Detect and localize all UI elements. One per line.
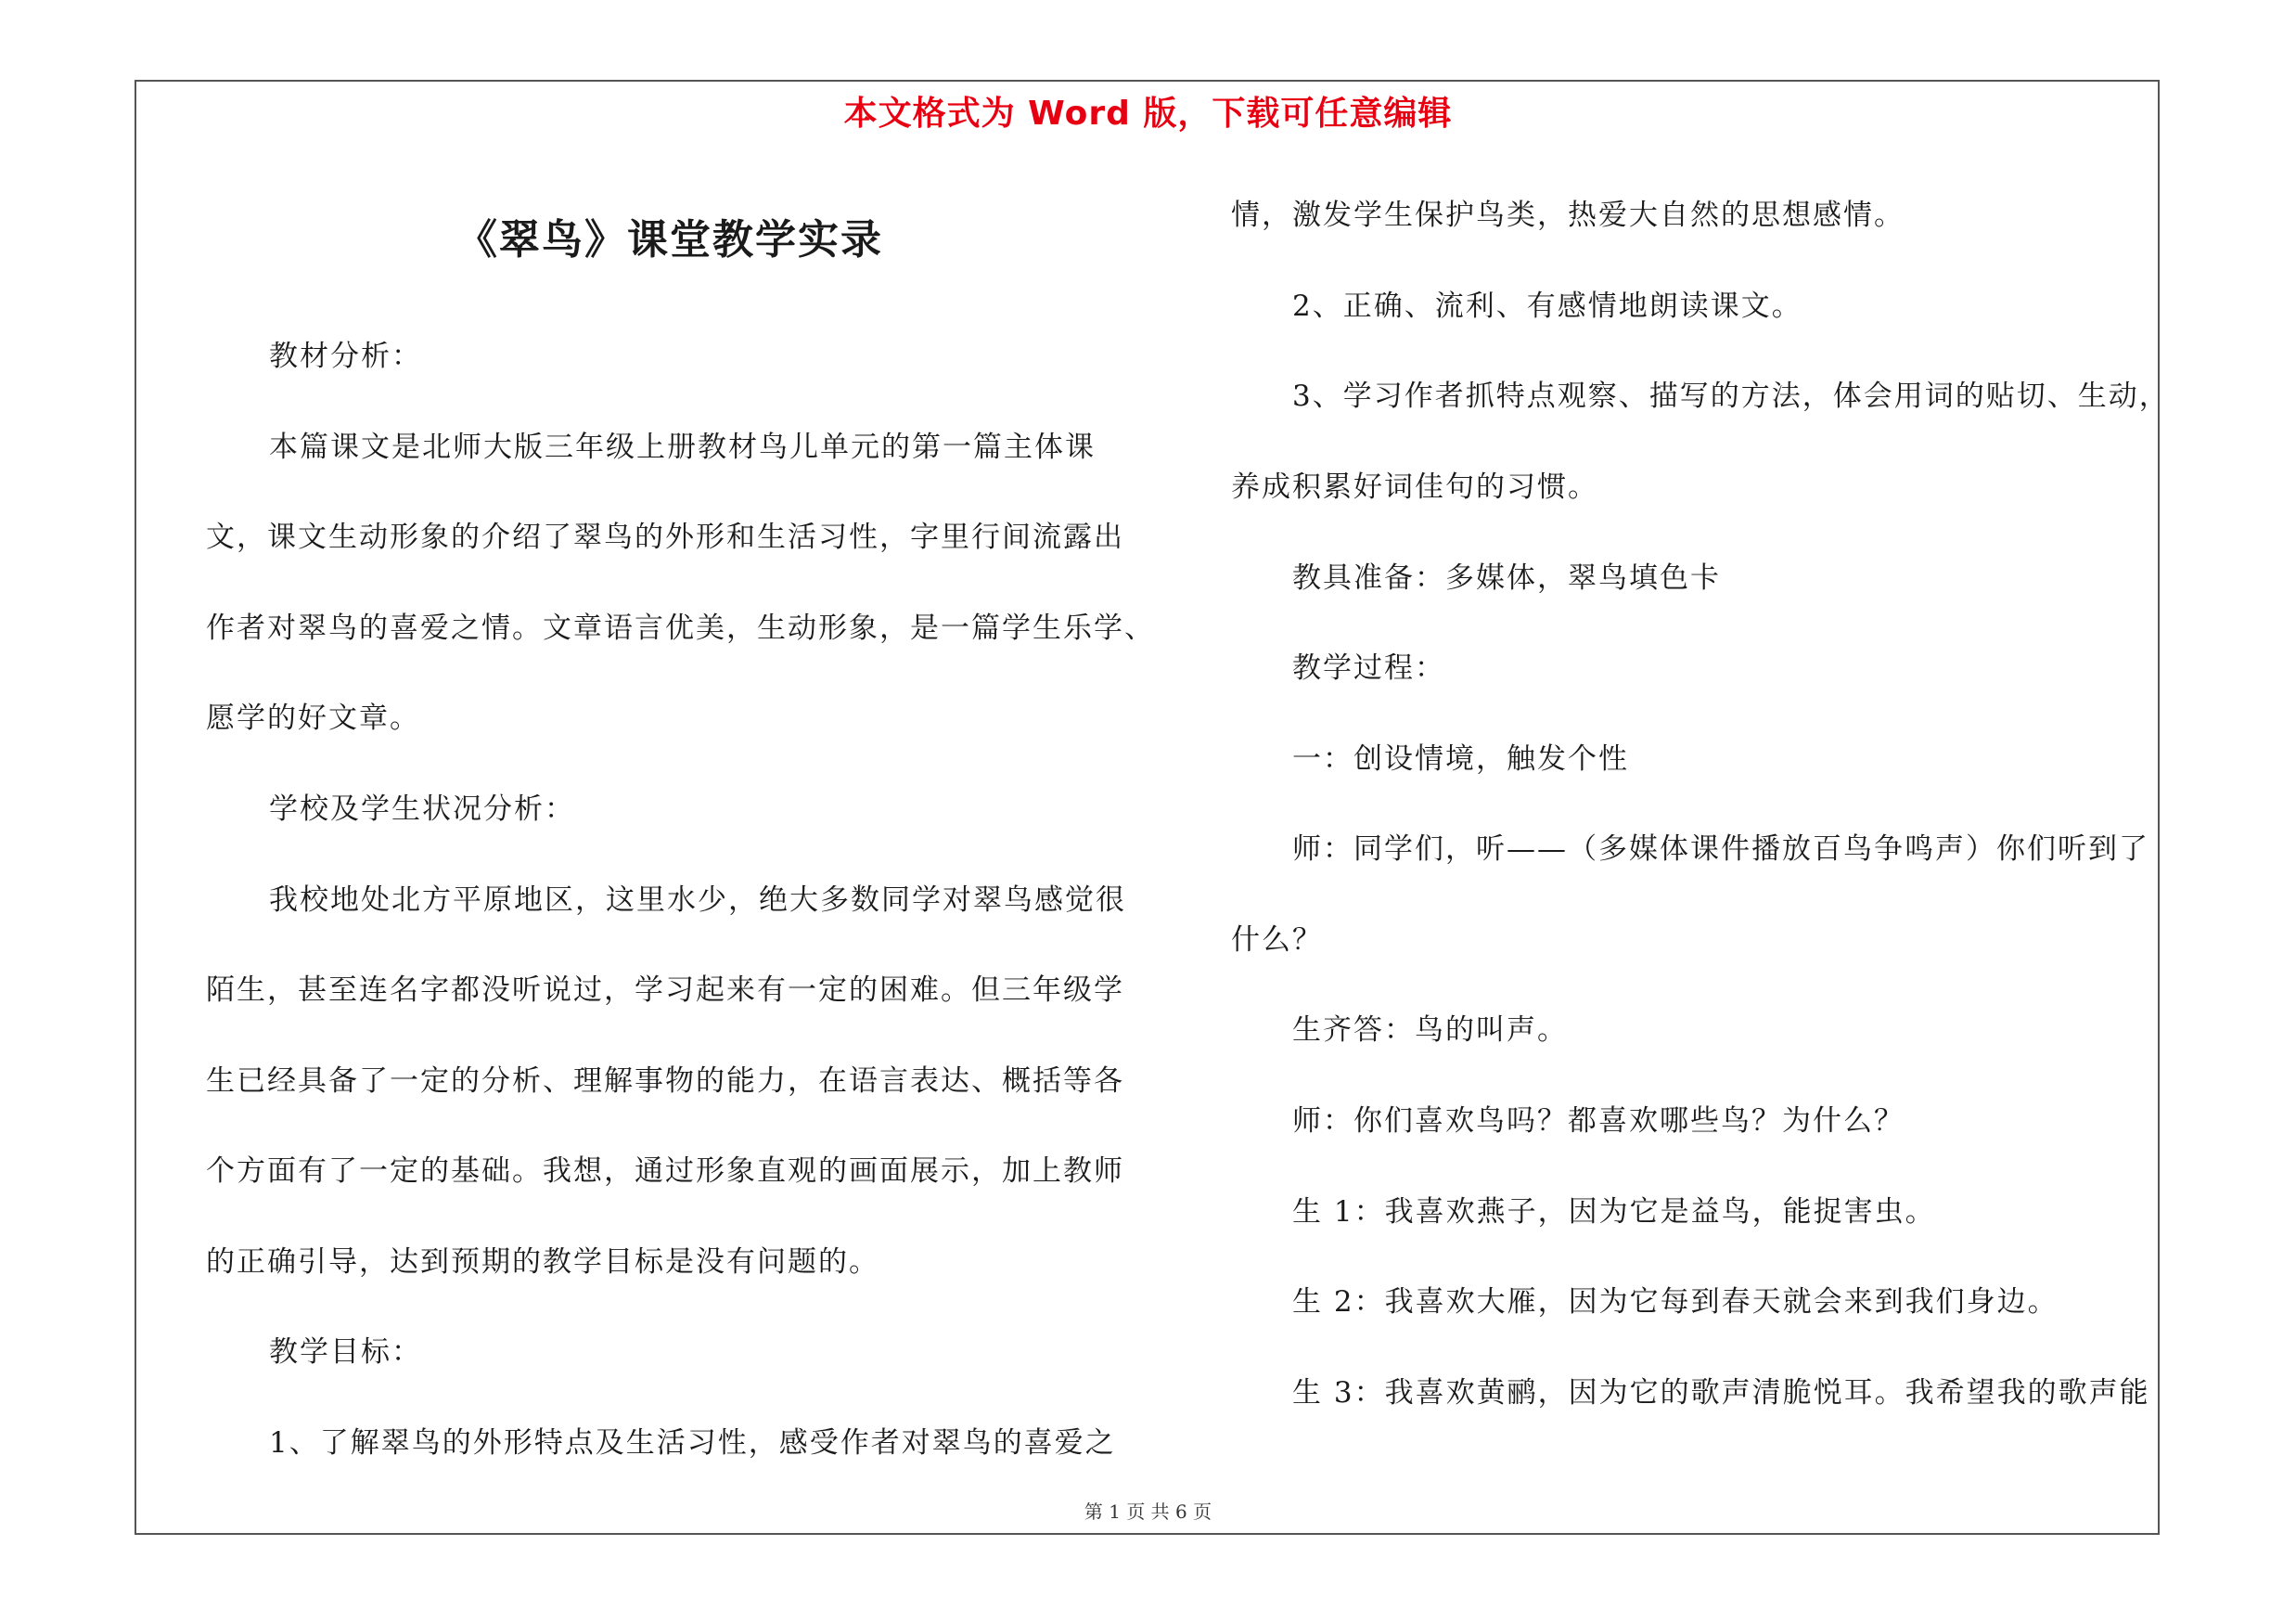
right-line-3: 3、学习作者抓特点观察、描写的方法，体会用词的贴切、生动，: [1292, 380, 2170, 413]
left-line-6: 学校及学生状况分析：: [269, 792, 575, 826]
word-format-banner: 本文格式为 Word 版，下载可任意编辑: [843, 95, 1453, 133]
right-line-9: 什么？: [1231, 923, 1323, 957]
right-line-4: 养成积累好词佳句的习惯。: [1231, 470, 1598, 504]
left-line-12: 教学目标：: [269, 1335, 422, 1369]
document-title: 《翠鸟》课堂教学实录: [456, 216, 883, 264]
page-number-footer: 第 1 页 共 6 页: [1084, 1501, 1212, 1523]
right-line-7: 一：创设情境，触发个性: [1292, 742, 1629, 776]
right-line-2: 2、正确、流利、有感情地朗读课文。: [1292, 290, 1802, 323]
left-line-10: 个方面有了一定的基础。我想，通过形象直观的画面展示，加上教师: [206, 1154, 1124, 1188]
left-line-5: 愿学的好文章。: [206, 702, 420, 735]
left-line-8: 陌生，甚至连名字都没听说过，学习起来有一定的困难。但三年级学: [206, 973, 1124, 1007]
left-line-2: 本篇课文是北师大版三年级上册教材鸟儿单元的第一篇主体课: [269, 431, 1096, 464]
left-line-9: 生已经具备了一定的分析、理解事物的能力，在语言表达、概括等各: [206, 1064, 1124, 1098]
right-line-6: 教学过程：: [1292, 651, 1445, 685]
left-line-4: 作者对翠鸟的喜爱之情。文章语言优美，生动形象，是一篇学生乐学、: [206, 612, 1155, 645]
left-line-1: 教材分析：: [269, 340, 422, 373]
left-line-13: 1、了解翠鸟的外形特点及生活习性，感受作者对翠鸟的喜爱之: [269, 1426, 1116, 1460]
right-line-12: 生 1：我喜欢燕子，因为它是益鸟，能捉害虫。: [1292, 1195, 1936, 1229]
left-line-11: 的正确引导，达到预期的教学目标是没有问题的。: [206, 1245, 879, 1279]
right-line-8: 师：同学们，听——（多媒体课件播放百鸟争鸣声）你们听到了: [1292, 832, 2149, 866]
right-line-10: 生齐答：鸟的叫声。: [1292, 1013, 1568, 1047]
right-line-1: 情，激发学生保护鸟类，热爱大自然的思想感情。: [1231, 199, 1905, 232]
left-line-7: 我校地处北方平原地区，这里水少，绝大多数同学对翠鸟感觉很: [269, 883, 1126, 917]
right-line-5: 教具准备：多媒体，翠鸟填色卡: [1292, 561, 1721, 595]
right-line-13: 生 2：我喜欢大雁，因为它每到春天就会来到我们身边。: [1292, 1285, 2059, 1319]
left-line-3: 文，课文生动形象的介绍了翠鸟的外形和生活习性，字里行间流露出: [206, 521, 1124, 554]
right-line-14: 生 3：我喜欢黄鹂，因为它的歌声清脆悦耳。我希望我的歌声能: [1292, 1376, 2150, 1410]
right-line-11: 师：你们喜欢鸟吗？都喜欢哪些鸟？为什么？: [1292, 1104, 1905, 1138]
